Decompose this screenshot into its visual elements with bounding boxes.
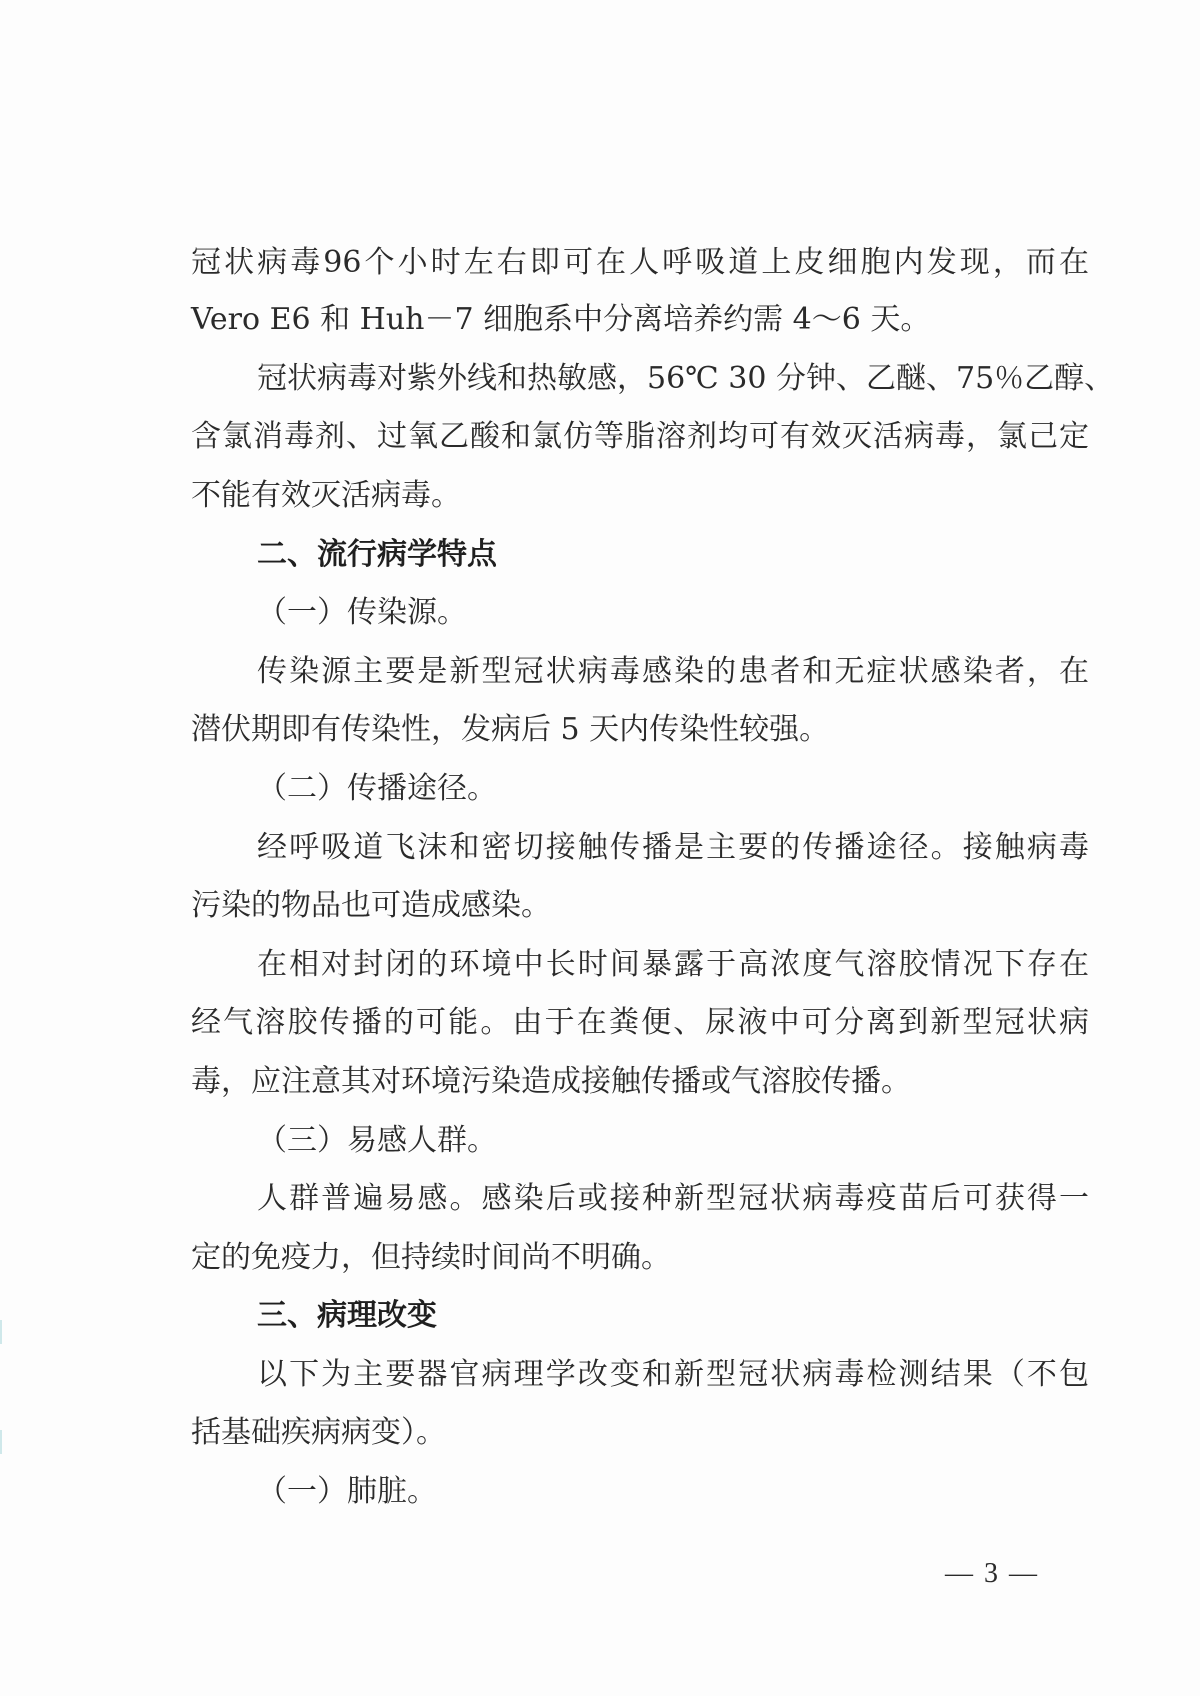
paragraph-line: 以下为主要器官病理学改变和新型冠状病毒检测结果（不包 [257, 1357, 1089, 1392]
paragraph-line: 经气溶胶传播的可能。由于在粪便、尿液中可分离到新型冠状病 [191, 1005, 1089, 1040]
paragraph-line: 传染源主要是新型冠状病毒感染的患者和无症状感染者，在 [257, 654, 1089, 689]
paragraph-line: 定的免疫力，但持续时间尚不明确。 [191, 1240, 671, 1275]
scan-edge-mark [0, 1430, 2, 1454]
subsection-heading: （一）传染源。 [257, 595, 467, 630]
paragraph-line: 潜伏期即有传染性，发病后 5 天内传染性较强。 [191, 712, 830, 747]
subsection-heading: （三）易感人群。 [257, 1123, 497, 1158]
page-number: — 3 — [945, 1558, 1039, 1589]
paragraph-line: 括基础疾病病变）。 [191, 1415, 446, 1450]
paragraph-line: 污染的物品也可造成感染。 [191, 888, 551, 923]
paragraph-line: 经呼吸道飞沫和密切接触传播是主要的传播途径。接触病毒 [257, 830, 1089, 865]
paragraph-line: 冠状病毒对紫外线和热敏感，56℃ 30 分钟、乙醚、75％乙醇、 [257, 361, 1115, 396]
paragraph-line: 不能有效灭活病毒。 [191, 478, 461, 513]
paragraph-line: 含氯消毒剂、过氧乙酸和氯仿等脂溶剂均可有效灭活病毒，氯己定 [191, 419, 1089, 454]
scan-edge-mark [0, 1320, 2, 1344]
paragraph-line: 冠状病毒96个小时左右即可在人呼吸道上皮细胞内发现，而在 [191, 245, 1089, 280]
subsection-heading: （一）肺脏。 [257, 1474, 437, 1509]
section-heading: 二、流行病学特点 [257, 537, 497, 572]
paragraph-line: 在相对封闭的环境中长时间暴露于高浓度气溶胶情况下存在 [257, 947, 1089, 982]
paragraph-line: 人群普遍易感。感染后或接种新型冠状病毒疫苗后可获得一 [257, 1181, 1089, 1216]
section-heading: 三、病理改变 [257, 1298, 437, 1333]
paragraph-line: Vero E6 和 Huh－7 细胞系中分离培养约需 4～6 天。 [191, 302, 931, 337]
subsection-heading: （二）传播途径。 [257, 771, 497, 806]
paragraph-line: 毒，应注意其对环境污染造成接触传播或气溶胶传播。 [191, 1064, 911, 1099]
